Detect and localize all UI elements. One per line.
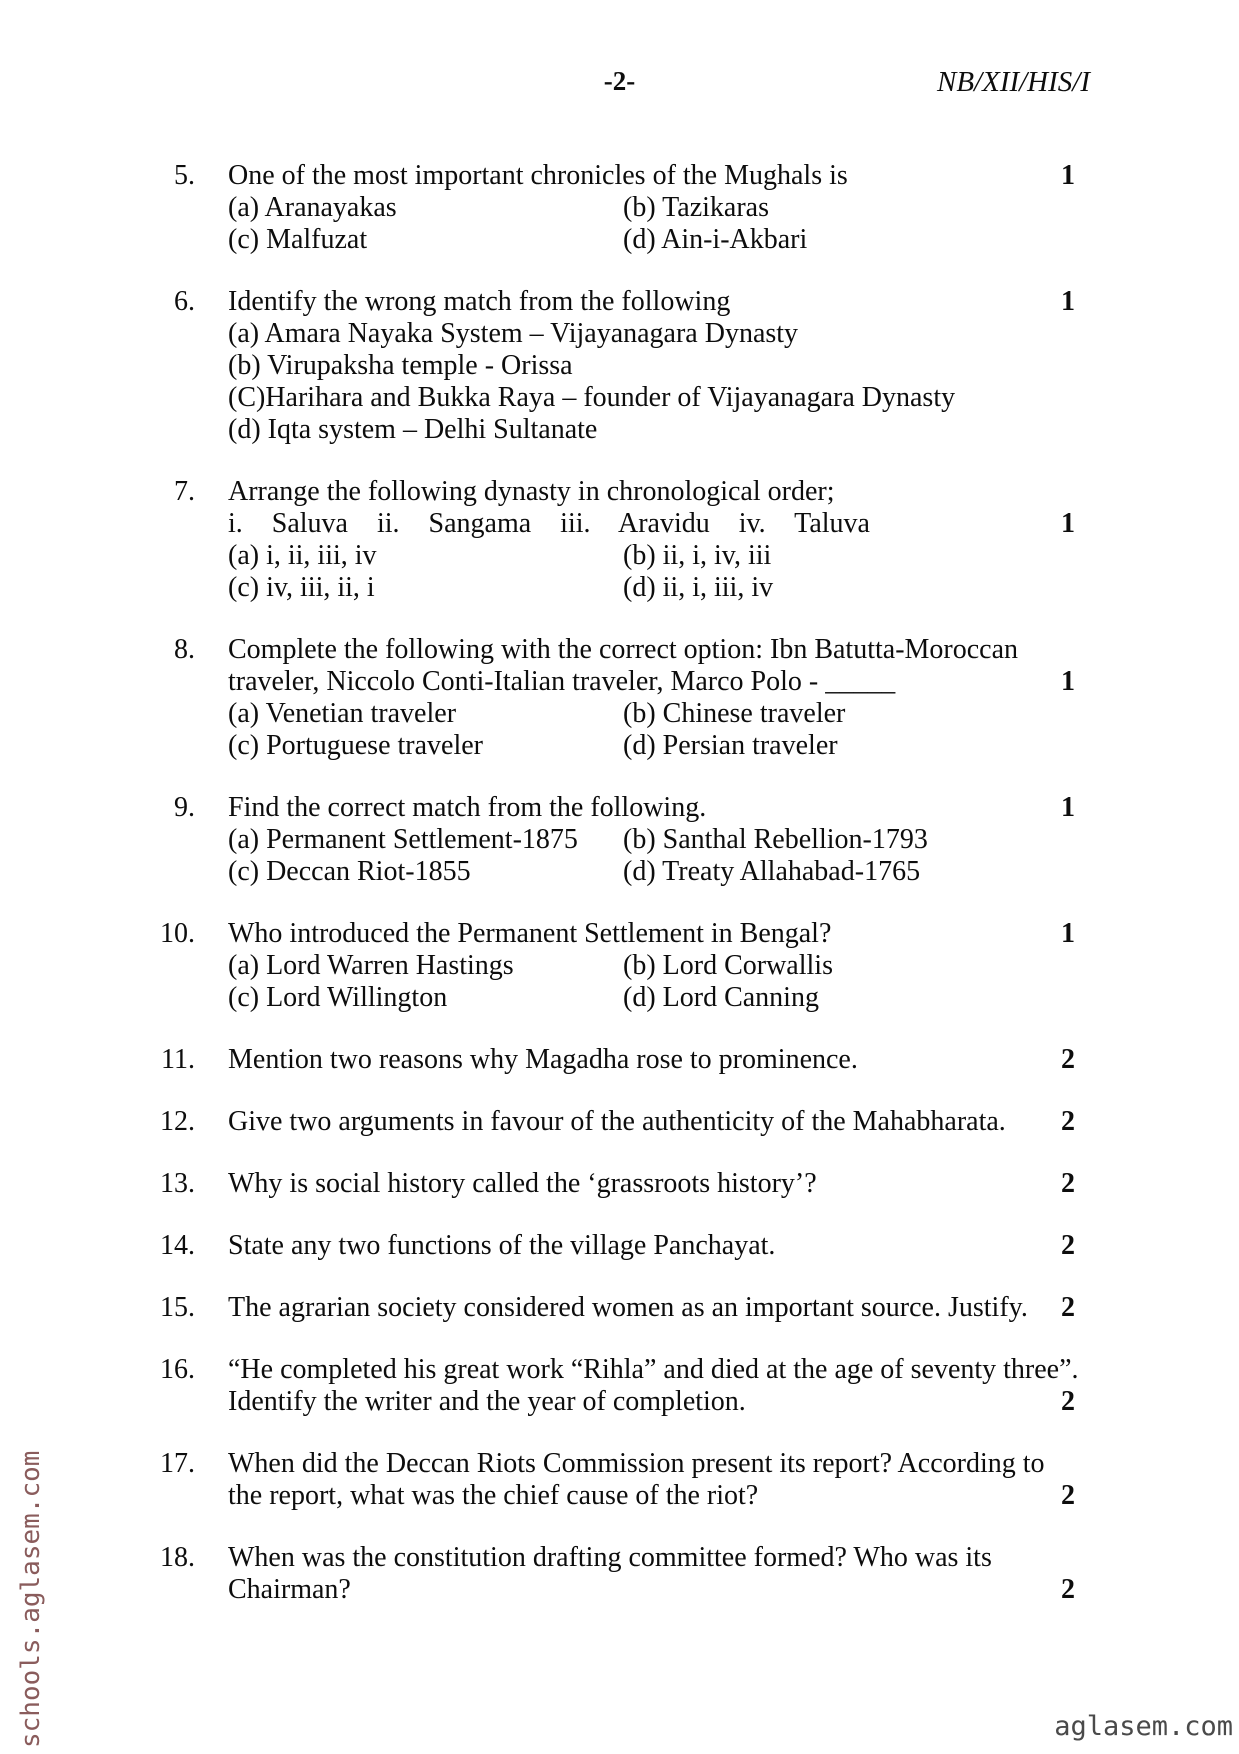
options-line [228, 572, 1075, 604]
marks-spacer [1035, 698, 1075, 730]
question-text: Complete the following with the correct option: Ibn Batutta-Moroccan [228, 634, 1019, 665]
question-number: 5. [174, 160, 195, 191]
marks-spacer [1035, 1448, 1075, 1480]
question-number: 6. [174, 286, 195, 317]
question-line [228, 666, 1075, 698]
question-line [228, 1480, 1075, 1512]
question-6 [145, 286, 1075, 446]
option-cell: (b) Chinese traveler [623, 698, 846, 729]
marks-value: 1 [1061, 918, 1075, 949]
question-line [228, 1448, 1075, 1480]
marks-value: 2 [1061, 1044, 1075, 1075]
question-8 [145, 634, 1075, 762]
question-text: Give two arguments in favour of the authenticity of the Mahabharata. [228, 1106, 1006, 1137]
question-13 [145, 1168, 1075, 1200]
question-number: 13. [160, 1168, 195, 1199]
marks-value: 1 [1061, 792, 1075, 823]
question-number: 17. [160, 1448, 195, 1479]
question-body [228, 1044, 1075, 1076]
question-number: 9. [174, 792, 195, 823]
question-line [228, 286, 1075, 318]
question-number: 11. [161, 1044, 195, 1075]
options-line [228, 950, 1075, 982]
options-line [228, 730, 1075, 762]
question-5 [145, 160, 1075, 256]
marks-spacer [1035, 730, 1075, 762]
question-text: Chairman? [228, 1574, 351, 1605]
question-number: 16. [160, 1354, 195, 1385]
marks-value: 2 [1061, 1292, 1075, 1323]
questions-list [145, 160, 1079, 1636]
page-header [0, 66, 1239, 102]
option-cell: (a) Lord Warren Hastings [228, 950, 514, 981]
marks-spacer [1035, 318, 1075, 350]
question-text: Why is social history called the ‘grassroots history’? [228, 1168, 817, 1199]
question-line [228, 792, 1075, 824]
question-number: 18. [160, 1542, 195, 1573]
question-text: Mention two reasons why Magadha rose to prominence. [228, 1044, 858, 1075]
marks-spacer [1035, 476, 1075, 508]
question-line [228, 1044, 1075, 1076]
option-cell: (c) iv, iii, ii, i [228, 572, 375, 603]
options-line [228, 224, 1075, 256]
option-cell: (b) Tazikaras [623, 192, 770, 223]
question-text: Identify the wrong match from the following [228, 286, 731, 317]
marks-spacer [1035, 350, 1075, 382]
question-body [228, 1106, 1075, 1138]
option-cell: (a) Venetian traveler [228, 698, 457, 729]
question-text: When did the Deccan Riots Commission present its report? According to [228, 1448, 1045, 1479]
question-number: 12. [160, 1106, 195, 1137]
question-12 [145, 1106, 1075, 1138]
question-body [228, 160, 1075, 256]
option-cell: (c) Malfuzat [228, 224, 368, 255]
question-7 [145, 476, 1075, 604]
options-line [228, 856, 1075, 888]
question-number: 8. [174, 634, 195, 665]
marks-spacer [1035, 382, 1075, 414]
options-line [228, 698, 1075, 730]
marks-value: 2 [1061, 1386, 1075, 1417]
marks-spacer [1035, 950, 1075, 982]
option-cell: (d) Persian traveler [623, 730, 838, 761]
question-line [228, 918, 1075, 950]
options-line [228, 824, 1075, 856]
roman-list-text: i. Saluva ii. Sangama iii. Aravidu iv. Taluva [228, 508, 870, 539]
marks-spacer [1035, 572, 1075, 604]
option-cell: (b) Santhal Rebellion-1793 [623, 824, 928, 855]
question-line [228, 1354, 1079, 1386]
question-line [228, 634, 1075, 666]
option-cell: (d) Ain-i-Akbari [623, 224, 808, 255]
marks-value: 2 [1061, 1480, 1075, 1511]
question-line [228, 1106, 1075, 1138]
question-18 [145, 1542, 1075, 1606]
option-cell: (c) Deccan Riot-1855 [228, 856, 471, 887]
option-cell: (d) Iqta system – Delhi Sultanate [228, 414, 598, 445]
question-body [228, 634, 1075, 762]
option-cell: (a) Aranayakas [228, 192, 397, 223]
option-cell: (a) Amara Nayaka System – Vijayanagara Dynasty [228, 318, 799, 349]
question-text: traveler, Niccolo Conti-Italian traveler, Marco Polo - _____ [228, 666, 896, 697]
marks-value: 1 [1061, 286, 1075, 317]
question-number: 10. [160, 918, 195, 949]
options-line [228, 982, 1075, 1014]
question-body [228, 1292, 1075, 1324]
question-line [228, 1292, 1075, 1324]
question-text: the report, what was the chief cause of the riot? [228, 1480, 759, 1511]
question-body [228, 1542, 1075, 1606]
question-text: Who introduced the Permanent Settlement in Bengal? [228, 918, 832, 949]
question-text: State any two functions of the village Panchayat. [228, 1230, 776, 1261]
marks-spacer [1035, 192, 1075, 224]
question-text: The agrarian society considered women as an important source. Justify. [228, 1292, 1028, 1323]
question-text: Find the correct match from the following. [228, 792, 707, 823]
question-line [228, 1574, 1075, 1606]
marks-spacer [1035, 540, 1075, 572]
option-line [228, 350, 1075, 382]
option-cell: (a) i, ii, iii, iv [228, 540, 377, 571]
question-line [228, 1168, 1075, 1200]
option-cell: (c) Lord Willington [228, 982, 448, 1013]
marks-spacer [1035, 414, 1075, 446]
question-number: 7. [174, 476, 195, 507]
question-number: 14. [160, 1230, 195, 1261]
question-line [228, 1542, 1075, 1574]
marks-spacer [1035, 1542, 1075, 1574]
question-number: 15. [160, 1292, 195, 1323]
question-body [228, 1168, 1075, 1200]
marks-value: 2 [1061, 1168, 1075, 1199]
question-15 [145, 1292, 1075, 1324]
option-cell: (b) Virupaksha temple - Orissa [228, 350, 573, 381]
marks-spacer [1035, 634, 1075, 666]
page-number: -2- [603, 66, 636, 96]
question-body [228, 476, 1075, 604]
paper-code: NB/XII/HIS/I [936, 66, 1090, 98]
question-body [228, 792, 1075, 888]
question-10 [145, 918, 1075, 1014]
marks-spacer [1035, 1354, 1075, 1386]
question-line [228, 1386, 1075, 1418]
question-14 [145, 1230, 1075, 1262]
question-body [228, 1448, 1075, 1512]
option-line [228, 318, 1075, 350]
marks-spacer [1035, 982, 1075, 1014]
option-cell: (C)Harihara and Bukka Raya – founder of Vijayanagara Dynasty [228, 382, 956, 413]
question-line [228, 476, 1075, 508]
question-line [228, 1230, 1075, 1262]
marks-value: 1 [1061, 160, 1075, 191]
question-11 [145, 1044, 1075, 1076]
options-line [228, 192, 1075, 224]
option-line [228, 414, 1075, 446]
question-text: “He completed his great work “Rihla” and died at the age of seventy three”. [228, 1354, 1079, 1385]
options-line [228, 540, 1075, 572]
marks-value: 1 [1061, 508, 1075, 539]
option-cell: (d) ii, i, iii, iv [623, 572, 774, 603]
option-cell: (c) Portuguese traveler [228, 730, 483, 761]
marks-spacer [1035, 856, 1075, 888]
bottom-right-watermark: aglasem.com [1054, 1711, 1233, 1742]
marks-spacer [1035, 224, 1075, 256]
option-cell: (d) Lord Canning [623, 982, 819, 1013]
roman-list-line [228, 508, 1075, 540]
option-cell: (b) ii, i, iv, iii [623, 540, 772, 571]
question-body [228, 1230, 1075, 1262]
marks-value: 2 [1061, 1574, 1075, 1605]
question-body [228, 918, 1075, 1014]
question-text: When was the constitution drafting committee formed? Who was its [228, 1542, 992, 1573]
option-cell: (b) Lord Corwallis [623, 950, 833, 981]
question-line [228, 160, 1075, 192]
question-16 [145, 1354, 1079, 1418]
marks-spacer [1035, 824, 1075, 856]
option-cell: (d) Treaty Allahabad-1765 [623, 856, 921, 887]
question-text: One of the most important chronicles of the Mughals is [228, 160, 848, 191]
option-line [228, 382, 1075, 414]
marks-value: 2 [1061, 1230, 1075, 1261]
question-body [228, 1354, 1079, 1418]
question-text: Arrange the following dynasty in chronological order; [228, 476, 835, 507]
question-9 [145, 792, 1075, 888]
question-17 [145, 1448, 1075, 1512]
option-cell: (a) Permanent Settlement-1875 [228, 824, 578, 855]
question-body [228, 286, 1075, 446]
marks-value: 2 [1061, 1106, 1075, 1137]
question-text: Identify the writer and the year of completion. [228, 1386, 746, 1417]
marks-value: 1 [1061, 666, 1075, 697]
left-watermark: schools.aglasem.com [16, 1450, 46, 1748]
